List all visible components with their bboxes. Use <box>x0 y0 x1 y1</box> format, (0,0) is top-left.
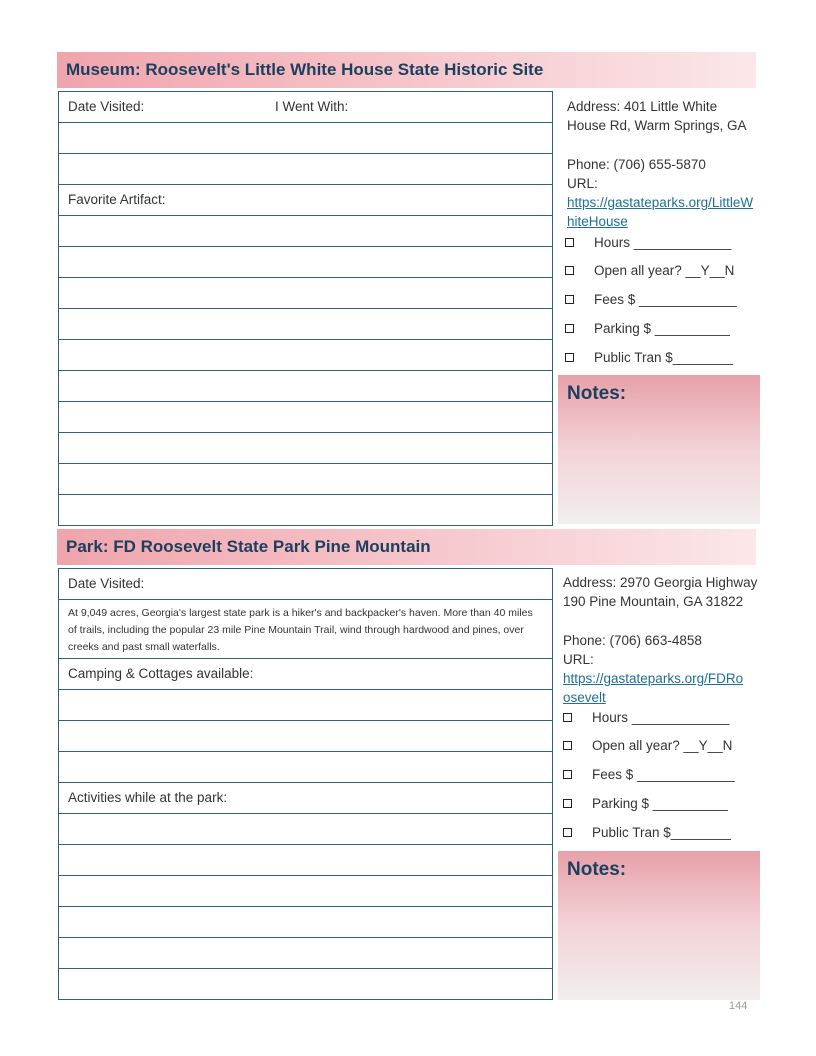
blank-line[interactable] <box>59 969 552 1000</box>
date-visited-label: Date Visited: <box>68 99 145 114</box>
blank-line[interactable] <box>59 845 552 876</box>
park-journal-table <box>58 568 553 1000</box>
checkbox-icon[interactable] <box>565 353 574 362</box>
checkbox-icon[interactable] <box>565 266 574 275</box>
park-url-link[interactable]: https://gastateparks.org/FDRoosevelt <box>563 671 744 705</box>
blank-line[interactable] <box>59 433 552 464</box>
checkbox-icon[interactable] <box>563 770 572 779</box>
museum-check-open[interactable] <box>565 263 734 278</box>
check-label: Fees $ _____________ <box>594 292 737 307</box>
favorite-artifact-label: Favorite Artifact: <box>68 192 166 207</box>
checkbox-icon[interactable] <box>563 713 572 722</box>
checkbox-icon[interactable] <box>565 238 574 247</box>
check-label: Parking $ __________ <box>592 796 728 811</box>
blank-line[interactable] <box>59 814 552 845</box>
camping-label: Camping & Cottages available: <box>68 666 254 681</box>
park-description: At 9,049 acres, Georgia's largest state park is a hiker's and backpacker's haven. More than 40 miles of trails, including the popular 23 mile Pine Mountain Trail, wind through hardwood and pines, over creeks and past small waterfalls. <box>68 607 533 653</box>
museum-header: Museum: Roosevelt's Little White House State Historic Site <box>57 52 756 88</box>
blank-line[interactable] <box>59 690 552 721</box>
park-url-wrap <box>563 669 749 707</box>
blank-line[interactable] <box>59 752 552 783</box>
museum-phone: Phone: (706) 655-5870 <box>567 157 706 172</box>
museum-check-hours[interactable] <box>565 235 731 250</box>
park-header: Park: FD Roosevelt State Park Pine Mountain <box>57 529 756 565</box>
park-phone: Phone: (706) 663-4858 <box>563 633 702 648</box>
activities-label: Activities while at the park: <box>68 790 228 805</box>
check-label: Hours _____________ <box>594 235 732 250</box>
blank-line[interactable] <box>59 278 552 309</box>
park-check-transit[interactable] <box>563 825 731 840</box>
park-check-open[interactable] <box>563 738 732 753</box>
check-label: Fees $ _____________ <box>592 767 735 782</box>
blank-line[interactable] <box>59 340 552 371</box>
museum-check-parking[interactable] <box>565 321 730 336</box>
blank-line[interactable] <box>59 495 552 526</box>
blank-line[interactable] <box>59 938 552 969</box>
notes-title: Notes: <box>567 383 627 404</box>
checkbox-icon[interactable] <box>563 799 572 808</box>
park-check-fees[interactable] <box>563 767 735 782</box>
page-number: 144 <box>729 1000 748 1012</box>
blank-line[interactable] <box>59 402 552 433</box>
blank-line[interactable] <box>59 216 552 247</box>
check-label: Open all year? __Y__N <box>592 738 733 753</box>
blank-line[interactable] <box>59 721 552 752</box>
blank-line[interactable] <box>59 907 552 938</box>
museum-check-transit[interactable] <box>565 350 733 365</box>
park-camping-row[interactable] <box>59 659 552 690</box>
check-label: Open all year? __Y__N <box>594 263 735 278</box>
museum-url-label: URL: <box>567 176 598 191</box>
park-notes-box[interactable] <box>558 851 760 1000</box>
park-description-row <box>59 600 552 659</box>
park-activities-row[interactable] <box>59 783 552 814</box>
blank-line[interactable] <box>59 876 552 907</box>
park-check-hours[interactable] <box>563 710 729 725</box>
blank-line[interactable] <box>59 247 552 278</box>
museum-date-row[interactable] <box>59 92 552 123</box>
blank-line[interactable] <box>59 371 552 402</box>
museum-artifact-row[interactable] <box>59 185 552 216</box>
blank-line[interactable] <box>59 123 552 154</box>
went-with-label: I Went With: <box>275 99 349 114</box>
checkbox-icon[interactable] <box>565 324 574 333</box>
blank-line[interactable] <box>59 154 552 185</box>
check-label: Public Tran $________ <box>592 825 731 840</box>
park-url-label: URL: <box>563 652 594 667</box>
museum-url-link[interactable]: https://gastateparks.org/LittleWhiteHouse <box>567 195 754 229</box>
checkbox-icon[interactable] <box>563 741 572 750</box>
check-label: Parking $ __________ <box>594 321 730 336</box>
notes-title: Notes: <box>567 859 627 880</box>
blank-line[interactable] <box>59 309 552 340</box>
museum-check-fees[interactable] <box>565 292 737 307</box>
date-visited-label: Date Visited: <box>68 576 145 591</box>
park-check-parking[interactable] <box>563 796 728 811</box>
museum-address: Address: 401 Little White House Rd, Warm Springs, GA <box>567 99 747 133</box>
park-address: Address: 2970 Georgia Highway 190 Pine Mountain, GA 31822 <box>563 575 758 609</box>
museum-journal-table <box>58 91 553 526</box>
check-label: Public Tran $________ <box>594 350 733 365</box>
check-label: Hours _____________ <box>592 710 730 725</box>
park-date-row[interactable] <box>59 569 552 600</box>
checkbox-icon[interactable] <box>565 295 574 304</box>
museum-notes-box[interactable] <box>558 375 760 524</box>
museum-url-wrap <box>567 193 757 231</box>
blank-line[interactable] <box>59 464 552 495</box>
checkbox-icon[interactable] <box>563 828 572 837</box>
